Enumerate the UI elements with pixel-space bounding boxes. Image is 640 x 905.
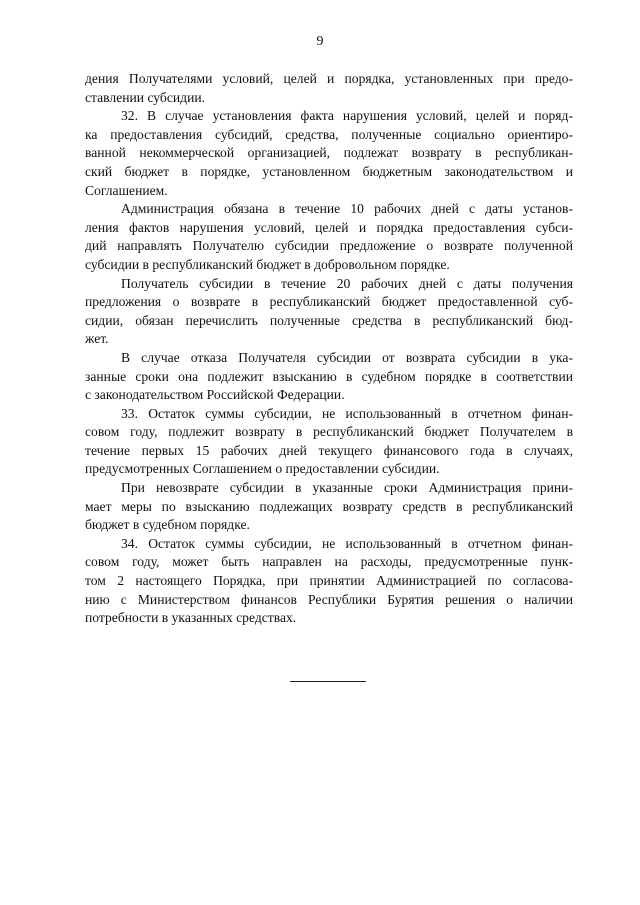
text-line: В случае отказа Получателя субсидии от возврата субсидии в ука- — [121, 349, 573, 365]
text-line: с законодательством Российской Федерации. — [85, 387, 345, 403]
text-line: ставлении субсидии. — [85, 89, 206, 105]
text-line: субсидии в республиканский бюджет в добровольном порядке. — [85, 256, 450, 272]
paragraph-continuation — [85, 70, 573, 107]
paragraph-administration-duty — [85, 200, 573, 274]
text-line: Администрация обязана в течение 10 рабочих дней с даты установ- — [121, 201, 573, 217]
text-line: том 2 настоящего Порядка, при принятии Администрацией по согласова- — [85, 573, 573, 589]
text-line: мает меры по взысканию подлежащих возврату средств в республиканский — [85, 498, 573, 514]
text-line: жет. — [85, 331, 109, 347]
text-line: При невозврате субсидии в указанные сроки Администрация прини- — [121, 480, 573, 496]
text-line: ления фактов нарушения условий, целей и порядка предоставления субси- — [85, 219, 573, 235]
paragraph-item-33 — [85, 405, 573, 479]
text-line: ванной некоммерческой организацией, подлежат возврату в республикан- — [85, 145, 573, 161]
text-line: занные сроки она подлежит взысканию в судебном порядке в соответствии — [85, 368, 573, 384]
text-line: потребности в указанных средствах. — [85, 610, 297, 626]
text-line: 34. Остаток суммы субсидии, не использованный в отчетном финан- — [121, 535, 573, 551]
paragraph-item-34 — [85, 535, 573, 628]
text-line: 33. Остаток суммы субсидии, не использованный в отчетном финан- — [121, 405, 573, 421]
text-line: ский бюджет в порядке, установленном бюджетным законодательством и — [85, 163, 573, 179]
text-line: сидии, обязан перечислить полученные средства в республиканский бюд- — [85, 312, 573, 328]
paragraph-item-32 — [85, 107, 573, 200]
page-number: 9 — [316, 34, 324, 49]
document-body — [85, 70, 573, 628]
text-line: совом году, подлежит возврату в республиканский бюджет Получателем в — [85, 424, 573, 440]
text-line: Соглашением. — [85, 182, 168, 198]
text-line: нию с Министерством финансов Республики Бурятия решения о наличии — [85, 591, 573, 607]
text-line: Получатель субсидии в течение 20 рабочих дней с даты получения — [121, 275, 573, 291]
paragraph-recipient-duty — [85, 275, 573, 349]
text-line: предложения о возврате в республиканский бюджет предоставленной суб- — [85, 294, 573, 310]
text-line: дий направлять Получателю субсидии предложение о возврате полученной — [85, 238, 573, 254]
paragraph-non-return — [85, 479, 573, 535]
text-line: совом году, может быть направлен на расходы, предусмотренные пунк- — [85, 554, 573, 570]
text-line: дения Получателями условий, целей и порядка, установленных при предо- — [85, 71, 573, 86]
text-line: ка предоставления субсидий, средства, полученные социально ориентиро- — [85, 126, 573, 142]
text-line: течение первых 15 рабочих дней текущего финансового года в случаях, — [85, 442, 573, 458]
paragraph-refusal — [85, 349, 573, 405]
text-line: 32. В случае установления факта нарушения условий, целей и поряд- — [121, 108, 573, 124]
end-separator-line — [290, 681, 366, 682]
text-line: предусмотренных Соглашением о предоставлении субсидии. — [85, 461, 440, 477]
text-line: бюджет в судебном порядке. — [85, 517, 250, 533]
